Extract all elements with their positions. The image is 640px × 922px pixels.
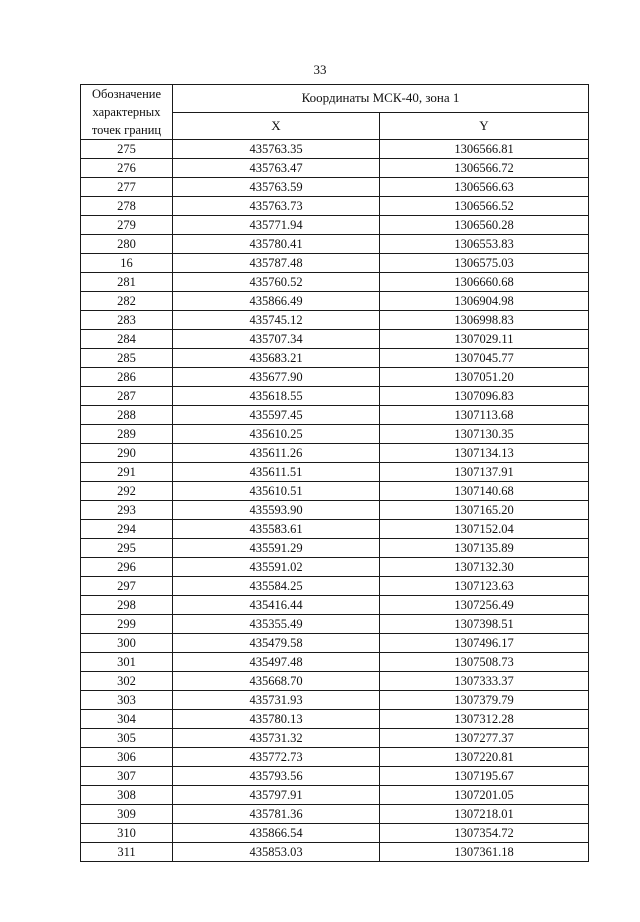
point-column-header: Обозначение характерных точек границ [81,85,173,140]
table-row [81,615,589,634]
y-coordinate-cell: 1306566.52 [380,197,589,216]
x-coordinate-cell: 435772.73 [173,748,380,767]
x-coordinate-cell: 435497.48 [173,653,380,672]
table-row [81,254,589,273]
y-coordinate-cell: 1307195.67 [380,767,589,786]
y-coordinate-cell: 1307135.89 [380,539,589,558]
x-coordinate-cell: 435416.44 [173,596,380,615]
y-coordinate-cell: 1307256.49 [380,596,589,615]
y-coordinate-cell: 1307029.11 [380,330,589,349]
x-coordinate-cell: 435780.41 [173,235,380,254]
point-cell: 298 [81,596,173,615]
table-row [81,539,589,558]
point-cell: 310 [81,824,173,843]
y-coordinate-cell: 1307354.72 [380,824,589,843]
y-coordinate-cell: 1307096.83 [380,387,589,406]
table-row [81,672,589,691]
point-cell: 304 [81,710,173,729]
point-cell: 289 [81,425,173,444]
point-cell: 305 [81,729,173,748]
x-coordinate-cell: 435591.02 [173,558,380,577]
table-row [81,197,589,216]
y-coordinate-cell: 1307361.18 [380,843,589,862]
point-cell: 301 [81,653,173,672]
y-coordinate-cell: 1307051.20 [380,368,589,387]
point-cell: 306 [81,748,173,767]
y-coordinate-cell: 1307130.35 [380,425,589,444]
point-cell: 295 [81,539,173,558]
y-coordinate-cell: 1307333.37 [380,672,589,691]
table-row [81,501,589,520]
x-coordinate-cell: 435707.34 [173,330,380,349]
y-coordinate-cell: 1307152.04 [380,520,589,539]
y-coordinate-cell: 1307277.37 [380,729,589,748]
table-row [81,330,589,349]
x-column-header: X [173,112,380,140]
x-coordinate-cell: 435763.73 [173,197,380,216]
y-coordinate-cell: 1307140.68 [380,482,589,501]
y-coordinate-cell: 1307201.05 [380,786,589,805]
y-coordinate-cell: 1307134.13 [380,444,589,463]
x-coordinate-cell: 435760.52 [173,273,380,292]
page-number: 33 [313,62,327,77]
y-coordinate-cell: 1306575.03 [380,254,589,273]
point-cell: 277 [81,178,173,197]
x-coordinate-cell: 435763.47 [173,159,380,178]
x-coordinate-cell: 435780.13 [173,710,380,729]
point-cell: 285 [81,349,173,368]
x-coordinate-cell: 435479.58 [173,634,380,653]
point-cell: 300 [81,634,173,653]
x-coordinate-cell: 435866.54 [173,824,380,843]
x-coordinate-cell: 435611.51 [173,463,380,482]
y-coordinate-cell: 1306660.68 [380,273,589,292]
y-coordinate-cell: 1307220.81 [380,748,589,767]
x-coordinate-cell: 435593.90 [173,501,380,520]
table-row [81,786,589,805]
x-coordinate-cell: 435866.49 [173,292,380,311]
point-cell: 290 [81,444,173,463]
x-coordinate-cell: 435668.70 [173,672,380,691]
y-coordinate-cell: 1307218.01 [380,805,589,824]
y-coordinate-cell: 1307496.17 [380,634,589,653]
table-row [81,748,589,767]
y-coordinate-cell: 1306553.83 [380,235,589,254]
table-row [81,311,589,330]
x-coordinate-cell: 435731.93 [173,691,380,710]
table-row [81,463,589,482]
x-coordinate-cell: 435771.94 [173,216,380,235]
y-coordinate-cell: 1306566.63 [380,178,589,197]
point-cell: 278 [81,197,173,216]
table-row [81,273,589,292]
table-header [81,85,589,140]
point-cell: 287 [81,387,173,406]
table-row [81,349,589,368]
point-cell: 294 [81,520,173,539]
table-row [81,596,589,615]
table-row [81,292,589,311]
x-coordinate-cell: 435763.35 [173,140,380,159]
x-coordinate-cell: 435610.51 [173,482,380,501]
point-cell: 311 [81,843,173,862]
table-row [81,824,589,843]
table-row [81,634,589,653]
table-row [81,178,589,197]
x-coordinate-cell: 435618.55 [173,387,380,406]
y-coordinate-cell: 1307398.51 [380,615,589,634]
y-coordinate-cell: 1306566.72 [380,159,589,178]
x-coordinate-cell: 435731.32 [173,729,380,748]
point-cell: 299 [81,615,173,634]
x-coordinate-cell: 435597.45 [173,406,380,425]
point-cell: 16 [81,254,173,273]
point-cell: 293 [81,501,173,520]
point-cell: 309 [81,805,173,824]
table-row [81,368,589,387]
table-row [81,520,589,539]
table-row [81,805,589,824]
table-row [81,767,589,786]
point-cell: 283 [81,311,173,330]
table-row [81,843,589,862]
y-coordinate-cell: 1307123.63 [380,577,589,596]
x-coordinate-cell: 435763.59 [173,178,380,197]
point-cell: 303 [81,691,173,710]
x-coordinate-cell: 435584.25 [173,577,380,596]
y-coordinate-cell: 1307508.73 [380,653,589,672]
y-coordinate-cell: 1307312.28 [380,710,589,729]
y-coordinate-cell: 1307045.77 [380,349,589,368]
point-cell: 292 [81,482,173,501]
y-coordinate-cell: 1306998.83 [380,311,589,330]
table-row [81,729,589,748]
point-cell: 284 [81,330,173,349]
coordinates-table [80,84,589,862]
table-row [81,558,589,577]
x-coordinate-cell: 435583.61 [173,520,380,539]
y-column-header: Y [380,112,589,140]
y-coordinate-cell: 1306566.81 [380,140,589,159]
table-row [81,159,589,178]
point-cell: 275 [81,140,173,159]
x-coordinate-cell: 435745.12 [173,311,380,330]
table-row [81,216,589,235]
x-coordinate-cell: 435853.03 [173,843,380,862]
x-coordinate-cell: 435683.21 [173,349,380,368]
x-coordinate-cell: 435355.49 [173,615,380,634]
table-row [81,140,589,159]
y-coordinate-cell: 1307137.91 [380,463,589,482]
point-cell: 297 [81,577,173,596]
table-row [81,653,589,672]
y-coordinate-cell: 1307165.20 [380,501,589,520]
table-row [81,482,589,501]
point-cell: 279 [81,216,173,235]
table-row [81,710,589,729]
x-coordinate-cell: 435610.25 [173,425,380,444]
table-row [81,444,589,463]
point-cell: 307 [81,767,173,786]
y-coordinate-cell: 1307132.30 [380,558,589,577]
point-cell: 280 [81,235,173,254]
x-coordinate-cell: 435677.90 [173,368,380,387]
table-row [81,406,589,425]
point-cell: 302 [81,672,173,691]
table-row [81,387,589,406]
point-cell: 286 [81,368,173,387]
y-coordinate-cell: 1306904.98 [380,292,589,311]
point-cell: 281 [81,273,173,292]
x-coordinate-cell: 435797.91 [173,786,380,805]
table-row [81,691,589,710]
point-cell: 282 [81,292,173,311]
x-coordinate-cell: 435781.36 [173,805,380,824]
y-coordinate-cell: 1306560.28 [380,216,589,235]
table-body [81,140,589,862]
table-row [81,425,589,444]
coordinates-group-header: Координаты МСК-40, зона 1 [173,85,589,113]
y-coordinate-cell: 1307113.68 [380,406,589,425]
point-cell: 288 [81,406,173,425]
point-cell: 291 [81,463,173,482]
point-cell: 296 [81,558,173,577]
x-coordinate-cell: 435793.56 [173,767,380,786]
point-cell: 308 [81,786,173,805]
x-coordinate-cell: 435611.26 [173,444,380,463]
table-row [81,235,589,254]
x-coordinate-cell: 435787.48 [173,254,380,273]
y-coordinate-cell: 1307379.79 [380,691,589,710]
point-cell: 276 [81,159,173,178]
table-row [81,577,589,596]
x-coordinate-cell: 435591.29 [173,539,380,558]
